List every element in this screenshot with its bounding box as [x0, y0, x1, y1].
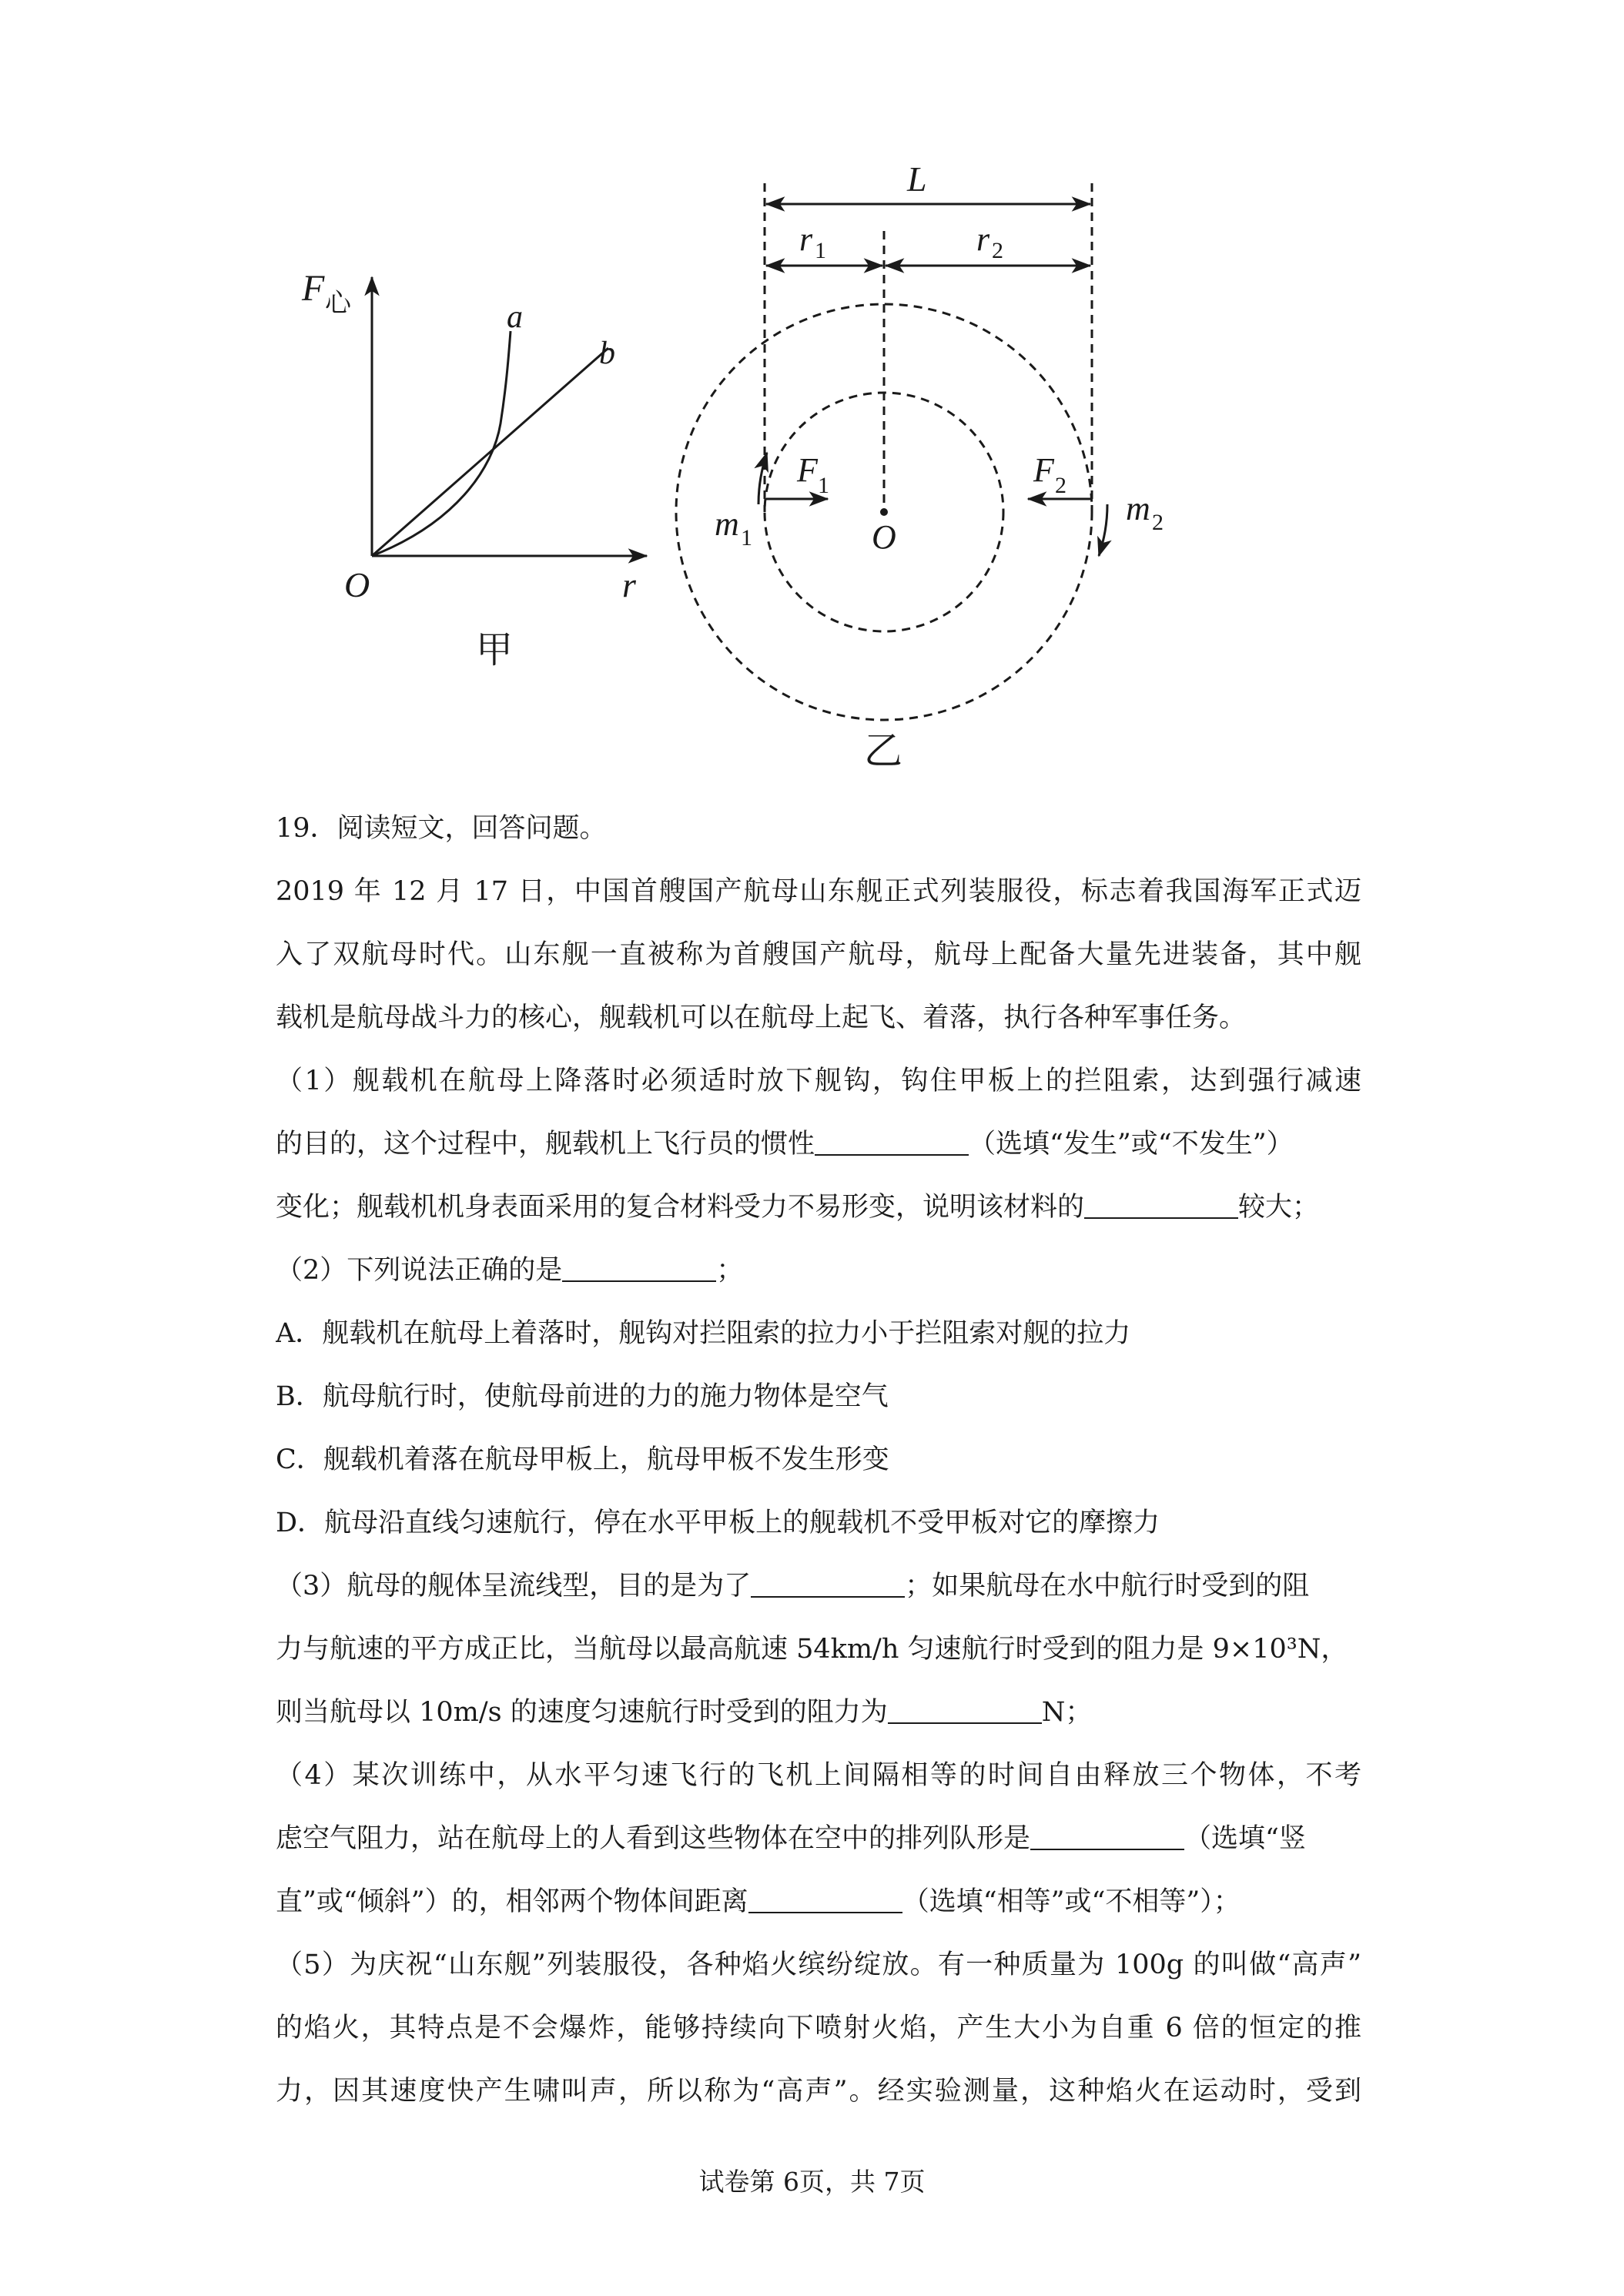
r1-subscript: 1: [815, 238, 826, 263]
q2-stem-text-b: ；: [716, 1255, 744, 1286]
curve-a: [372, 331, 511, 556]
q3-line-1: [276, 1555, 1361, 1618]
passage-line-3: 载机是航母战斗力的核心，舰载机可以在航母上起飞、着落，执行各种军事任务。: [276, 1002, 1247, 1033]
question-title: 19．阅读短文，回答问题。: [276, 813, 607, 844]
q5-line-1: （5）为庆祝“山东舰”列装服役，各种焰火缤纷绽放。有一种质量为 100g 的叫做“高声”: [276, 1950, 1361, 1980]
passage-line-2: 入了双航母时代。山东舰一直被称为首艘国产航母，航母上配备大量先进装备，其中舰: [276, 939, 1361, 970]
q2-stem: [276, 1239, 1361, 1302]
center-label: O: [872, 518, 896, 556]
origin-label-jia: O: [344, 565, 370, 604]
diagram-yi: [676, 159, 1164, 773]
q1-line-2: [276, 1113, 1361, 1176]
caption-yi: 乙: [864, 728, 902, 773]
q2-option-a: A．舰载机在航母上着落时，舰钩对拦阻索的拉力小于拦阻索对舰的拉力: [276, 1318, 1131, 1349]
physics-figure: [0, 0, 1624, 797]
question-19: [276, 797, 1361, 2123]
m2-motion-arrow: [1099, 504, 1107, 556]
q3-line-3: [276, 1681, 1361, 1744]
q2-option-d: D．航母沿直线匀速航行，停在水平甲板上的舰载机不受甲板对它的摩擦力: [276, 1508, 1160, 1538]
F2-subscript: 2: [1055, 473, 1066, 498]
q1-line-3-text-b: 较大；: [1238, 1192, 1320, 1223]
q4-line-2: [276, 1807, 1361, 1870]
x-axis-label: r: [622, 565, 636, 604]
F1-subscript: 1: [818, 473, 829, 498]
m2-label: m: [1126, 490, 1150, 527]
q3-line-2: 力与航速的平方成正比，当航母以最高航速 54km/h 匀速航行时受到的阻力是 9×10³N，: [276, 1634, 1348, 1665]
page-footer: 试卷第 6页，共 7页: [698, 2167, 926, 2197]
line-b-label: b: [599, 336, 615, 371]
q5-line-3: 力，因其速度快产生啸叫声，所以称为“高声”。经实验测量，这种焰火在运动时，受到: [276, 2076, 1361, 2107]
answer-blank-material[interactable]: [1084, 1194, 1238, 1219]
answer-blank-inertia[interactable]: [815, 1131, 969, 1156]
m2-subscript: 2: [1152, 510, 1164, 535]
q4-line-2-text-a: 虑空气阻力，站在航母上的人看到这些物体在空中的排列队形是: [276, 1823, 1031, 1854]
answer-blank-distance[interactable]: [748, 1889, 902, 1913]
q4-line-3: [276, 1870, 1361, 1933]
caption-jia: 甲: [476, 628, 514, 671]
r1-label: r: [799, 220, 813, 258]
q3-line-1-text-a: （3）航母的舰体呈流线型，目的是为了: [276, 1571, 752, 1602]
q2-option-c: C．舰载机着落在航母甲板上，航母甲板不发生形变: [276, 1444, 889, 1475]
answer-blank-resistance[interactable]: [888, 1699, 1042, 1724]
F2-label: F: [1033, 451, 1054, 489]
y-axis-label: F: [302, 268, 325, 309]
q3-line-1-text-b: ；如果航母在水中航行时受到的阻: [905, 1571, 1310, 1602]
L-label: L: [907, 159, 927, 199]
y-axis-subscript: 心: [325, 288, 351, 319]
q5-line-2: 的焰火，其特点是不会爆炸，能够持续向下喷射火焰，产生大小为自重 6 倍的恒定的推: [276, 2013, 1361, 2043]
answer-blank-formation[interactable]: [1030, 1826, 1184, 1850]
answer-blank-q2[interactable]: [562, 1257, 716, 1282]
r2-label: r: [976, 220, 990, 258]
r2-subscript: 2: [992, 238, 1003, 263]
m1-subscript: 1: [741, 525, 752, 551]
q3-line-3-text-a: 则当航母以 10m/s 的速度匀速航行时受到的阻力为: [276, 1697, 888, 1728]
q1-line-3-text-a: 变化；舰载机机身表面采用的复合材料受力不易形变，说明该材料的: [276, 1192, 1085, 1223]
curve-a-label: a: [507, 300, 523, 335]
q1-line-2-text-a: 的目的，这个过程中，舰载机上飞行员的惯性: [276, 1129, 815, 1160]
graph-jia: [301, 268, 647, 671]
q4-line-2-text-b: （选填“竖: [1184, 1823, 1306, 1854]
q2-option-b: B．航母航行时，使航母前进的力的施力物体是空气: [276, 1381, 889, 1412]
line-b: [372, 348, 608, 556]
q2-stem-text-a: （2）下列说法正确的是: [276, 1255, 563, 1286]
q4-line-3-text-b: （选填“相等”或“不相等”）；: [902, 1886, 1241, 1917]
passage-line-1: 2019 年 12 月 17 日，中国首艘国产航母山东舰正式列装服役，标志着我国海军正式迈: [276, 876, 1361, 907]
m1-label: m: [715, 505, 739, 543]
q1-line-2-text-b: （选填“发生”或“不发生”）: [969, 1129, 1294, 1160]
q1-line-1: （1）舰载机在航母上降落时必须适时放下舰钩，钩住甲板上的拦阻索，达到强行减速: [276, 1066, 1361, 1096]
q1-line-3: [276, 1176, 1361, 1239]
q4-line-3-text-a: 直”或“倾斜”）的，相邻两个物体间距离: [276, 1886, 748, 1917]
q4-line-1: （4）某次训练中，从水平匀速飞行的飞机上间隔相等的时间自由释放三个物体，不考: [276, 1760, 1361, 1791]
F1-label: F: [797, 451, 818, 489]
center-dot: [880, 508, 888, 516]
answer-blank-streamline[interactable]: [751, 1573, 905, 1598]
q3-line-3-text-b: N；: [1041, 1697, 1093, 1728]
